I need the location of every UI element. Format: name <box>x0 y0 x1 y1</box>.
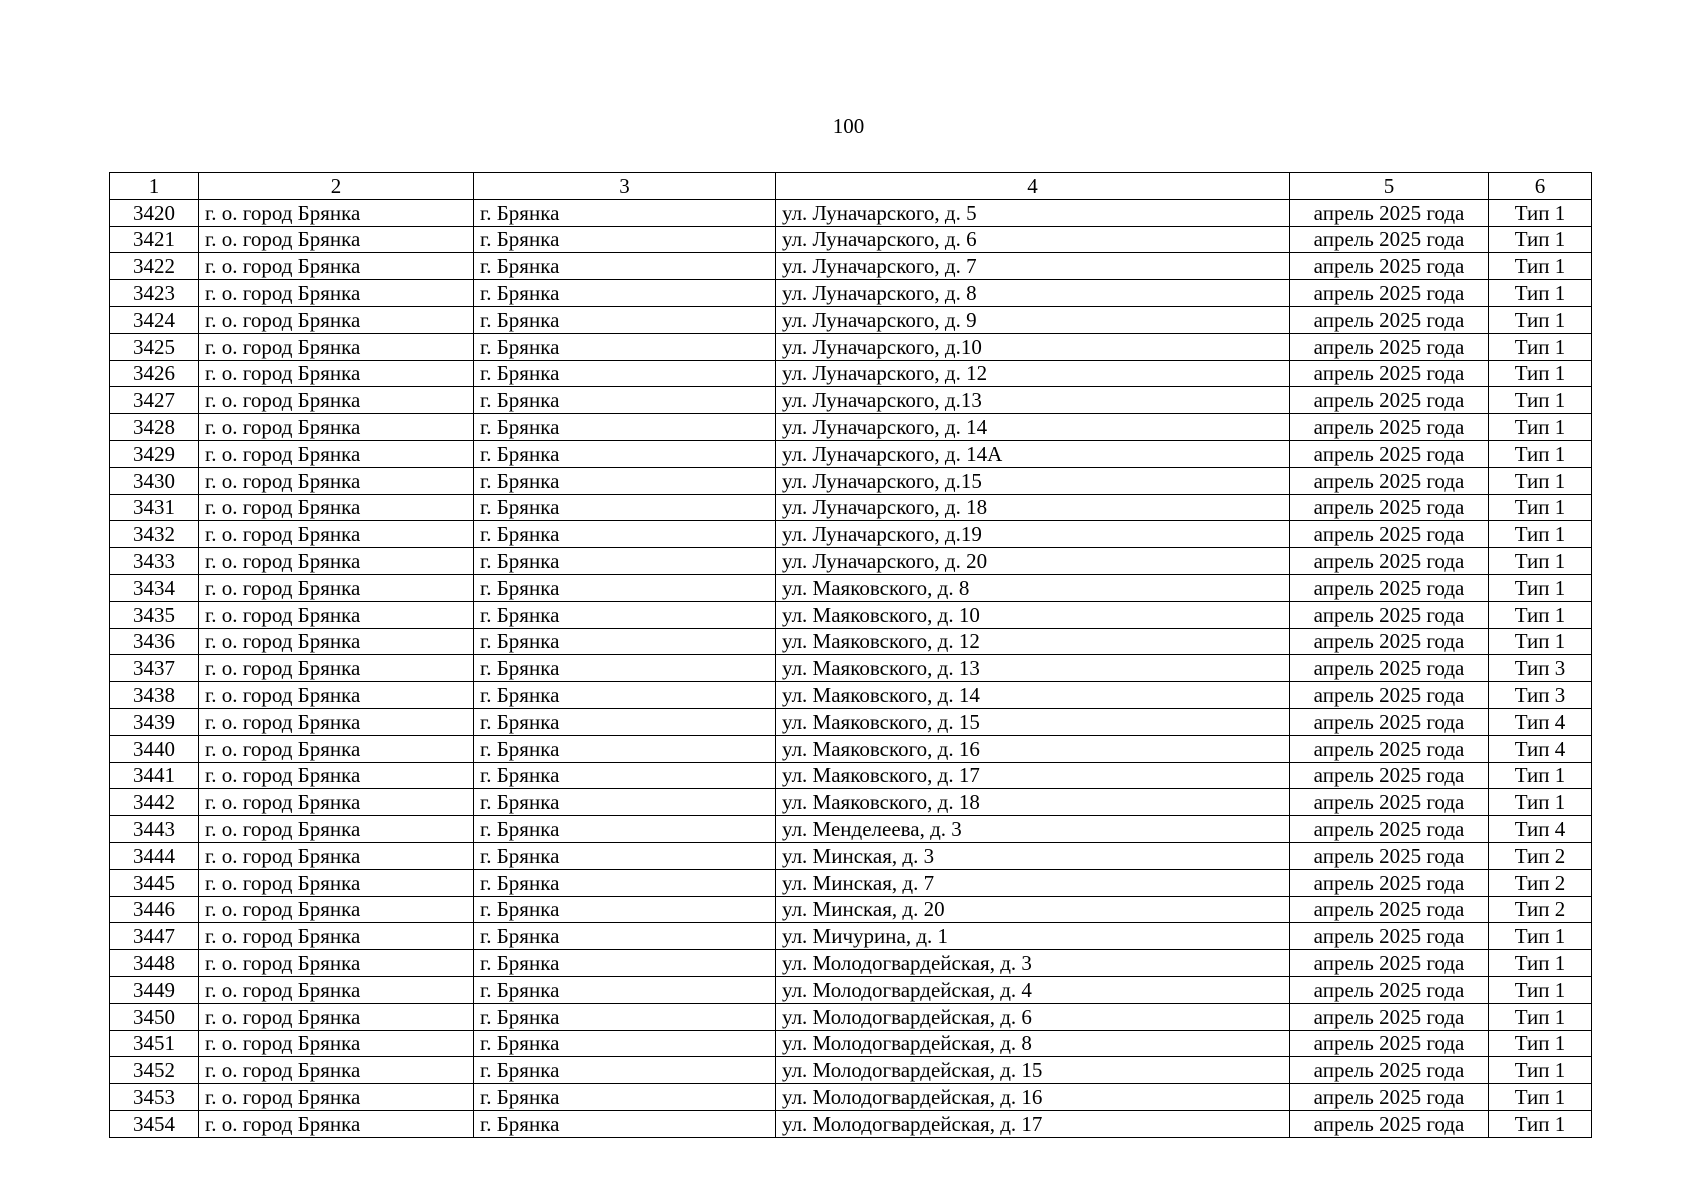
row-number-cell: 3442 <box>110 789 199 816</box>
municipality-cell: г. о. город Брянка <box>199 1057 474 1084</box>
row-number-cell: 3430 <box>110 467 199 494</box>
locality-cell: г. Брянка <box>474 199 776 226</box>
row-number-cell: 3432 <box>110 521 199 548</box>
address-cell: ул. Молодогвардейская, д. 16 <box>776 1084 1290 1111</box>
table-row <box>110 628 1592 655</box>
municipality-cell: г. о. город Брянка <box>199 574 474 601</box>
address-cell: ул. Луначарского, д. 14А <box>776 440 1290 467</box>
header-row <box>110 173 1592 200</box>
table-row <box>110 1084 1592 1111</box>
address-cell: ул. Луначарского, д. 12 <box>776 360 1290 387</box>
table-row <box>110 1003 1592 1030</box>
locality-cell: г. Брянка <box>474 333 776 360</box>
row-number-cell: 3423 <box>110 280 199 307</box>
municipality-cell: г. о. город Брянка <box>199 253 474 280</box>
period-cell: апрель 2025 года <box>1290 655 1489 682</box>
type-cell: Тип 1 <box>1489 333 1592 360</box>
locality-cell: г. Брянка <box>474 762 776 789</box>
municipality-cell: г. о. город Брянка <box>199 655 474 682</box>
type-cell: Тип 1 <box>1489 494 1592 521</box>
row-number-cell: 3425 <box>110 333 199 360</box>
period-cell: апрель 2025 года <box>1290 333 1489 360</box>
row-number-cell: 3420 <box>110 199 199 226</box>
type-cell: Тип 1 <box>1489 976 1592 1003</box>
period-cell: апрель 2025 года <box>1290 682 1489 709</box>
type-cell: Тип 1 <box>1489 306 1592 333</box>
row-number-cell: 3435 <box>110 601 199 628</box>
locality-cell: г. Брянка <box>474 816 776 843</box>
type-cell: Тип 4 <box>1489 735 1592 762</box>
address-cell: ул. Маяковского, д. 16 <box>776 735 1290 762</box>
municipality-cell: г. о. город Брянка <box>199 306 474 333</box>
municipality-cell: г. о. город Брянка <box>199 387 474 414</box>
locality-cell: г. Брянка <box>474 387 776 414</box>
type-cell: Тип 1 <box>1489 360 1592 387</box>
type-cell: Тип 1 <box>1489 601 1592 628</box>
period-cell: апрель 2025 года <box>1290 1030 1489 1057</box>
table-row <box>110 1057 1592 1084</box>
page-number: 100 <box>832 114 865 138</box>
period-cell: апрель 2025 года <box>1290 548 1489 575</box>
municipality-cell: г. о. город Брянка <box>199 682 474 709</box>
table-row <box>110 789 1592 816</box>
column-header-5: 5 <box>1290 173 1489 200</box>
address-cell: ул. Молодогвардейская, д. 17 <box>776 1110 1290 1137</box>
locality-cell: г. Брянка <box>474 574 776 601</box>
locality-cell: г. Брянка <box>474 360 776 387</box>
column-header-2: 2 <box>199 173 474 200</box>
type-cell: Тип 1 <box>1489 1057 1592 1084</box>
address-cell: ул. Луначарского, д.19 <box>776 521 1290 548</box>
row-number-cell: 3450 <box>110 1003 199 1030</box>
table-row <box>110 682 1592 709</box>
type-cell: Тип 1 <box>1489 414 1592 441</box>
row-number-cell: 3453 <box>110 1084 199 1111</box>
address-cell: ул. Луначарского, д.10 <box>776 333 1290 360</box>
table-row <box>110 467 1592 494</box>
locality-cell: г. Брянка <box>474 842 776 869</box>
locality-cell: г. Брянка <box>474 950 776 977</box>
locality-cell: г. Брянка <box>474 682 776 709</box>
period-cell: апрель 2025 года <box>1290 387 1489 414</box>
municipality-cell: г. о. город Брянка <box>199 548 474 575</box>
locality-cell: г. Брянка <box>474 414 776 441</box>
address-cell: ул. Луначарского, д. 5 <box>776 199 1290 226</box>
address-cell: ул. Маяковского, д. 13 <box>776 655 1290 682</box>
locality-cell: г. Брянка <box>474 601 776 628</box>
municipality-cell: г. о. город Брянка <box>199 708 474 735</box>
table-row <box>110 280 1592 307</box>
locality-cell: г. Брянка <box>474 280 776 307</box>
table-row <box>110 253 1592 280</box>
municipality-cell: г. о. город Брянка <box>199 414 474 441</box>
municipality-cell: г. о. город Брянка <box>199 842 474 869</box>
table-row <box>110 869 1592 896</box>
type-cell: Тип 4 <box>1489 708 1592 735</box>
address-cell: ул. Луначарского, д. 20 <box>776 548 1290 575</box>
table-row <box>110 655 1592 682</box>
type-cell: Тип 1 <box>1489 1030 1592 1057</box>
table-row <box>110 199 1592 226</box>
address-cell: ул. Маяковского, д. 8 <box>776 574 1290 601</box>
table-row <box>110 226 1592 253</box>
period-cell: апрель 2025 года <box>1290 199 1489 226</box>
type-cell: Тип 2 <box>1489 896 1592 923</box>
municipality-cell: г. о. город Брянка <box>199 816 474 843</box>
type-cell: Тип 1 <box>1489 548 1592 575</box>
table-row <box>110 923 1592 950</box>
locality-cell: г. Брянка <box>474 494 776 521</box>
row-number-cell: 3454 <box>110 1110 199 1137</box>
period-cell: апрель 2025 года <box>1290 869 1489 896</box>
locality-cell: г. Брянка <box>474 896 776 923</box>
table-row <box>110 548 1592 575</box>
address-cell: ул. Менделеева, д. 3 <box>776 816 1290 843</box>
address-cell: ул. Луначарского, д. 14 <box>776 414 1290 441</box>
row-number-cell: 3429 <box>110 440 199 467</box>
period-cell: апрель 2025 года <box>1290 601 1489 628</box>
municipality-cell: г. о. город Брянка <box>199 735 474 762</box>
municipality-cell: г. о. город Брянка <box>199 440 474 467</box>
municipality-cell: г. о. город Брянка <box>199 923 474 950</box>
row-number-cell: 3427 <box>110 387 199 414</box>
table-row <box>110 440 1592 467</box>
period-cell: апрель 2025 года <box>1290 976 1489 1003</box>
table-row <box>110 976 1592 1003</box>
row-number-cell: 3431 <box>110 494 199 521</box>
locality-cell: г. Брянка <box>474 708 776 735</box>
table-row <box>110 735 1592 762</box>
period-cell: апрель 2025 года <box>1290 708 1489 735</box>
municipality-cell: г. о. город Брянка <box>199 226 474 253</box>
row-number-cell: 3445 <box>110 869 199 896</box>
table-row <box>110 816 1592 843</box>
row-number-cell: 3452 <box>110 1057 199 1084</box>
row-number-cell: 3424 <box>110 306 199 333</box>
table-row <box>110 708 1592 735</box>
period-cell: апрель 2025 года <box>1290 762 1489 789</box>
period-cell: апрель 2025 года <box>1290 1057 1489 1084</box>
period-cell: апрель 2025 года <box>1290 923 1489 950</box>
type-cell: Тип 1 <box>1489 521 1592 548</box>
table-row <box>110 360 1592 387</box>
period-cell: апрель 2025 года <box>1290 280 1489 307</box>
locality-cell: г. Брянка <box>474 869 776 896</box>
row-number-cell: 3448 <box>110 950 199 977</box>
address-cell: ул. Минская, д. 20 <box>776 896 1290 923</box>
type-cell: Тип 3 <box>1489 655 1592 682</box>
type-cell: Тип 1 <box>1489 762 1592 789</box>
table-row <box>110 574 1592 601</box>
row-number-cell: 3438 <box>110 682 199 709</box>
type-cell: Тип 1 <box>1489 199 1592 226</box>
address-cell: ул. Маяковского, д. 12 <box>776 628 1290 655</box>
table-row <box>110 494 1592 521</box>
address-cell: ул. Минская, д. 7 <box>776 869 1290 896</box>
municipality-cell: г. о. город Брянка <box>199 762 474 789</box>
type-cell: Тип 1 <box>1489 440 1592 467</box>
table-row <box>110 842 1592 869</box>
locality-cell: г. Брянка <box>474 923 776 950</box>
municipality-cell: г. о. город Брянка <box>199 494 474 521</box>
locality-cell: г. Брянка <box>474 521 776 548</box>
row-number-cell: 3437 <box>110 655 199 682</box>
period-cell: апрель 2025 года <box>1290 816 1489 843</box>
locality-cell: г. Брянка <box>474 735 776 762</box>
type-cell: Тип 1 <box>1489 253 1592 280</box>
table-row <box>110 414 1592 441</box>
table-row <box>110 1110 1592 1137</box>
data-table <box>109 172 1592 1138</box>
period-cell: апрель 2025 года <box>1290 896 1489 923</box>
locality-cell: г. Брянка <box>474 548 776 575</box>
table-row <box>110 601 1592 628</box>
row-number-cell: 3436 <box>110 628 199 655</box>
municipality-cell: г. о. город Брянка <box>199 467 474 494</box>
row-number-cell: 3449 <box>110 976 199 1003</box>
municipality-cell: г. о. город Брянка <box>199 950 474 977</box>
locality-cell: г. Брянка <box>474 226 776 253</box>
municipality-cell: г. о. город Брянка <box>199 1110 474 1137</box>
locality-cell: г. Брянка <box>474 440 776 467</box>
type-cell: Тип 1 <box>1489 1110 1592 1137</box>
column-header-3: 3 <box>474 173 776 200</box>
row-number-cell: 3446 <box>110 896 199 923</box>
row-number-cell: 3439 <box>110 708 199 735</box>
column-header-1: 1 <box>110 173 199 200</box>
address-cell: ул. Маяковского, д. 18 <box>776 789 1290 816</box>
row-number-cell: 3426 <box>110 360 199 387</box>
municipality-cell: г. о. город Брянка <box>199 1003 474 1030</box>
table-body <box>110 199 1592 1137</box>
column-header-4: 4 <box>776 173 1290 200</box>
period-cell: апрель 2025 года <box>1290 306 1489 333</box>
municipality-cell: г. о. город Брянка <box>199 333 474 360</box>
row-number-cell: 3447 <box>110 923 199 950</box>
period-cell: апрель 2025 года <box>1290 414 1489 441</box>
address-cell: ул. Луначарского, д.15 <box>776 467 1290 494</box>
address-cell: ул. Маяковского, д. 14 <box>776 682 1290 709</box>
locality-cell: г. Брянка <box>474 976 776 1003</box>
address-cell: ул. Минская, д. 3 <box>776 842 1290 869</box>
period-cell: апрель 2025 года <box>1290 1110 1489 1137</box>
municipality-cell: г. о. город Брянка <box>199 199 474 226</box>
type-cell: Тип 2 <box>1489 842 1592 869</box>
address-cell: ул. Молодогвардейская, д. 4 <box>776 976 1290 1003</box>
municipality-cell: г. о. город Брянка <box>199 976 474 1003</box>
period-cell: апрель 2025 года <box>1290 253 1489 280</box>
table-row <box>110 1030 1592 1057</box>
address-cell: ул. Молодогвардейская, д. 6 <box>776 1003 1290 1030</box>
row-number-cell: 3443 <box>110 816 199 843</box>
locality-cell: г. Брянка <box>474 628 776 655</box>
period-cell: апрель 2025 года <box>1290 440 1489 467</box>
type-cell: Тип 1 <box>1489 387 1592 414</box>
type-cell: Тип 1 <box>1489 467 1592 494</box>
municipality-cell: г. о. город Брянка <box>199 601 474 628</box>
address-cell: ул. Луначарского, д. 8 <box>776 280 1290 307</box>
period-cell: апрель 2025 года <box>1290 574 1489 601</box>
period-cell: апрель 2025 года <box>1290 360 1489 387</box>
period-cell: апрель 2025 года <box>1290 467 1489 494</box>
address-cell: ул. Луначарского, д. 9 <box>776 306 1290 333</box>
row-number-cell: 3421 <box>110 226 199 253</box>
table-row <box>110 387 1592 414</box>
table-row <box>110 950 1592 977</box>
column-header-6: 6 <box>1489 173 1592 200</box>
address-cell: ул. Луначарского, д. 18 <box>776 494 1290 521</box>
address-cell: ул. Молодогвардейская, д. 15 <box>776 1057 1290 1084</box>
period-cell: апрель 2025 года <box>1290 842 1489 869</box>
table-row <box>110 333 1592 360</box>
period-cell: апрель 2025 года <box>1290 1084 1489 1111</box>
municipality-cell: г. о. город Брянка <box>199 360 474 387</box>
municipality-cell: г. о. город Брянка <box>199 521 474 548</box>
period-cell: апрель 2025 года <box>1290 226 1489 253</box>
row-number-cell: 3444 <box>110 842 199 869</box>
type-cell: Тип 1 <box>1489 923 1592 950</box>
period-cell: апрель 2025 года <box>1290 521 1489 548</box>
locality-cell: г. Брянка <box>474 789 776 816</box>
type-cell: Тип 1 <box>1489 226 1592 253</box>
type-cell: Тип 1 <box>1489 1084 1592 1111</box>
municipality-cell: г. о. город Брянка <box>199 896 474 923</box>
locality-cell: г. Брянка <box>474 1030 776 1057</box>
row-number-cell: 3422 <box>110 253 199 280</box>
locality-cell: г. Брянка <box>474 467 776 494</box>
locality-cell: г. Брянка <box>474 1003 776 1030</box>
address-cell: ул. Маяковского, д. 10 <box>776 601 1290 628</box>
type-cell: Тип 3 <box>1489 682 1592 709</box>
row-number-cell: 3434 <box>110 574 199 601</box>
row-number-cell: 3451 <box>110 1030 199 1057</box>
locality-cell: г. Брянка <box>474 1084 776 1111</box>
address-cell: ул. Маяковского, д. 15 <box>776 708 1290 735</box>
type-cell: Тип 4 <box>1489 816 1592 843</box>
address-cell: ул. Луначарского, д.13 <box>776 387 1290 414</box>
municipality-cell: г. о. город Брянка <box>199 280 474 307</box>
type-cell: Тип 1 <box>1489 789 1592 816</box>
table-row <box>110 762 1592 789</box>
row-number-cell: 3440 <box>110 735 199 762</box>
address-cell: ул. Маяковского, д. 17 <box>776 762 1290 789</box>
address-cell: ул. Луначарского, д. 7 <box>776 253 1290 280</box>
row-number-cell: 3441 <box>110 762 199 789</box>
type-cell: Тип 1 <box>1489 574 1592 601</box>
municipality-cell: г. о. город Брянка <box>199 1030 474 1057</box>
municipality-cell: г. о. город Брянка <box>199 628 474 655</box>
period-cell: апрель 2025 года <box>1290 950 1489 977</box>
municipality-cell: г. о. город Брянка <box>199 789 474 816</box>
address-cell: ул. Молодогвардейская, д. 8 <box>776 1030 1290 1057</box>
municipality-cell: г. о. город Брянка <box>199 869 474 896</box>
locality-cell: г. Брянка <box>474 1057 776 1084</box>
row-number-cell: 3428 <box>110 414 199 441</box>
period-cell: апрель 2025 года <box>1290 1003 1489 1030</box>
table-row <box>110 896 1592 923</box>
locality-cell: г. Брянка <box>474 1110 776 1137</box>
municipality-cell: г. о. город Брянка <box>199 1084 474 1111</box>
address-cell: ул. Мичурина, д. 1 <box>776 923 1290 950</box>
table-row <box>110 306 1592 333</box>
table-row <box>110 521 1592 548</box>
type-cell: Тип 1 <box>1489 280 1592 307</box>
row-number-cell: 3433 <box>110 548 199 575</box>
period-cell: апрель 2025 года <box>1290 789 1489 816</box>
period-cell: апрель 2025 года <box>1290 735 1489 762</box>
type-cell: Тип 1 <box>1489 628 1592 655</box>
locality-cell: г. Брянка <box>474 306 776 333</box>
address-cell: ул. Молодогвардейская, д. 3 <box>776 950 1290 977</box>
table-header <box>110 173 1592 200</box>
type-cell: Тип 1 <box>1489 950 1592 977</box>
period-cell: апрель 2025 года <box>1290 628 1489 655</box>
period-cell: апрель 2025 года <box>1290 494 1489 521</box>
locality-cell: г. Брянка <box>474 655 776 682</box>
address-cell: ул. Луначарского, д. 6 <box>776 226 1290 253</box>
type-cell: Тип 2 <box>1489 869 1592 896</box>
locality-cell: г. Брянка <box>474 253 776 280</box>
type-cell: Тип 1 <box>1489 1003 1592 1030</box>
